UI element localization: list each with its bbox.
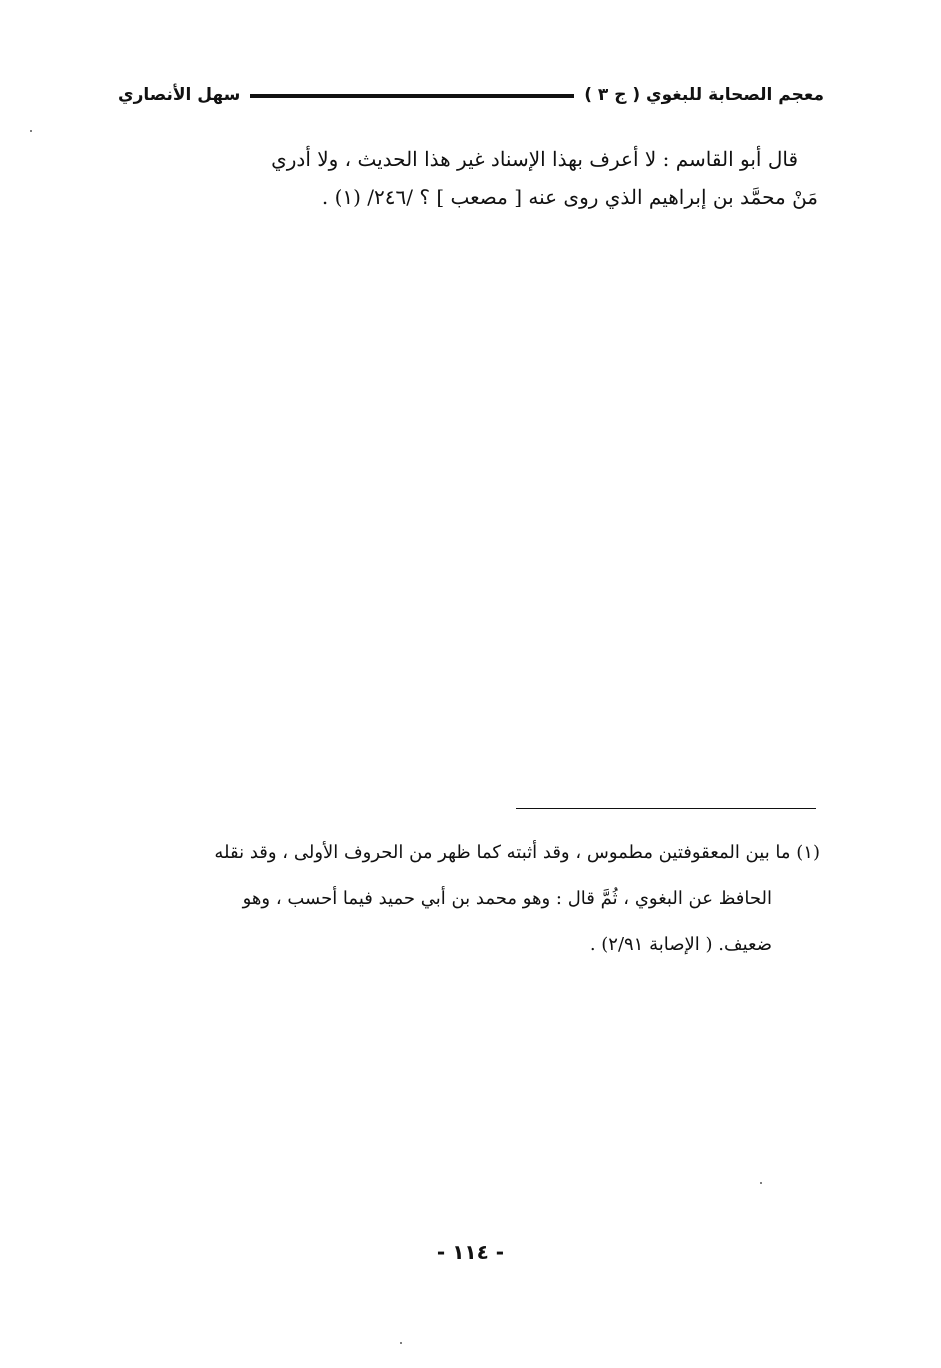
running-header bbox=[118, 80, 824, 110]
footnote-separator bbox=[516, 808, 816, 809]
book-title: معجم الصحابة للبغوي ( ج ٣ ) bbox=[584, 85, 824, 105]
footnote-line: الحافظ عن البغوي ، ثُمَّ قال : وهو محمد بن أبي حميد فيما أحسب ، وهو bbox=[242, 888, 772, 909]
footnote-line: (١) ما بين المعقوفتين مطموس ، وقد أثبته كما ظهر من الحروف الأولى ، وقد نقله bbox=[214, 842, 820, 863]
footnote bbox=[108, 830, 820, 968]
scan-speck bbox=[30, 130, 32, 132]
scan-speck bbox=[760, 1182, 762, 1184]
section-title: سهل الأنصاري bbox=[118, 85, 241, 105]
scan-speck bbox=[400, 1342, 402, 1344]
header-rule bbox=[250, 94, 574, 98]
main-text bbox=[110, 140, 818, 216]
footnote-line: ضعيف. ( الإصابة ٢/٩١) . bbox=[589, 934, 772, 955]
body-line: مَنْ محمَّد بن إبراهيم الذي روى عنه [ مصعب ] ؟ /٢٤٦/ (١) . bbox=[321, 185, 818, 209]
body-line: قال أبو القاسم : لا أعرف بهذا الإسناد غير هذا الحديث ، ولا أدري bbox=[271, 147, 798, 171]
page-number: - ١١٤ - bbox=[436, 1240, 505, 1264]
